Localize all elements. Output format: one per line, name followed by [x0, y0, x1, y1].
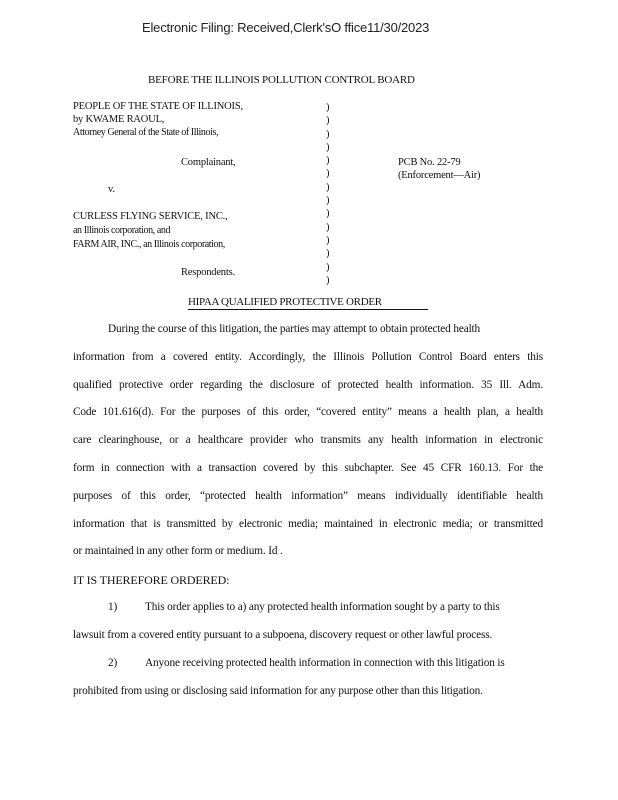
item-number: 1) [108, 601, 118, 613]
paragraph-line: qualified protective order regarding the disclosure of protected health information. 35 Ill. Adm. [73, 379, 543, 391]
order-title: HIPAA QUALIFIED PROTECTIVE ORDER [188, 296, 428, 310]
paragraph-line: or maintained in any other form or medium. Id . [73, 545, 283, 557]
case-number: PCB No. 22-79 [398, 157, 461, 168]
respondent-2-name: FARM AIR, INC., an Illinois corporation, [73, 239, 225, 250]
versus-label: v. [108, 184, 115, 195]
paragraph-line: information from a covered entity. Accordingly, the Illinois Pollution Control Board enters this [73, 351, 543, 363]
ordered-heading: IT IS THEREFORE ORDERED: [73, 573, 230, 587]
item-first-line: Anyone receiving protected health information in connection with this litigation is [145, 657, 505, 669]
plaintiff-name: PEOPLE OF THE STATE OF ILLINOIS, [73, 101, 243, 112]
paragraph-line: information that is transmitted by electronic media; maintained in electronic media; or transmitted [73, 518, 543, 530]
case-type: (Enforcement—Air) [398, 170, 481, 181]
board-heading: BEFORE THE ILLINOIS POLLUTION CONTROL BOARD [148, 74, 415, 86]
paragraph-line: During the course of this litigation, the parties may attempt to obtain protected health [108, 323, 481, 335]
respondent-1-name: CURLESS FLYING SERVICE, INC., [73, 211, 228, 222]
complainant-label: Complainant, [181, 157, 236, 168]
item-second-line: lawsuit from a covered entity pursuant to a subpoena, discovery request or other lawful process. [73, 629, 493, 641]
paragraph-line: form in connection with a transaction covered by this subchapter. See 45 CFR 160.13. For the [73, 462, 543, 474]
respondent-1-description: an Illinois corporation, and [73, 225, 171, 236]
plaintiff-role: Attorney General of the State of Illinois, [73, 127, 219, 138]
paragraph-line: purposes of this order, “protected health information” means individually identifiable health [73, 490, 543, 502]
paragraph-line: care clearinghouse, or a healthcare provider who transmits any health information in electronic [73, 434, 543, 446]
caption-parentheses: ) ) ) ) ) ) ) ) ) ) ) ) ) ) [326, 102, 330, 286]
paragraph-line: Code 101.616(d). For the purposes of this order, “covered entity” means a health plan, a health [73, 406, 543, 418]
item-first-line: This order applies to a) any protected health information sought by a party to this [145, 601, 500, 613]
item-number: 2) [108, 657, 118, 669]
plaintiff-by: by KWAME RAOUL, [73, 114, 165, 125]
filing-stamp: Electronic Filing: Received,Clerk'sO ffice11/30/2023 [142, 20, 430, 35]
respondents-label: Respondents. [181, 267, 235, 278]
item-second-line: prohibited from using or disclosing said information for any purpose other than this litigation. [73, 685, 483, 697]
